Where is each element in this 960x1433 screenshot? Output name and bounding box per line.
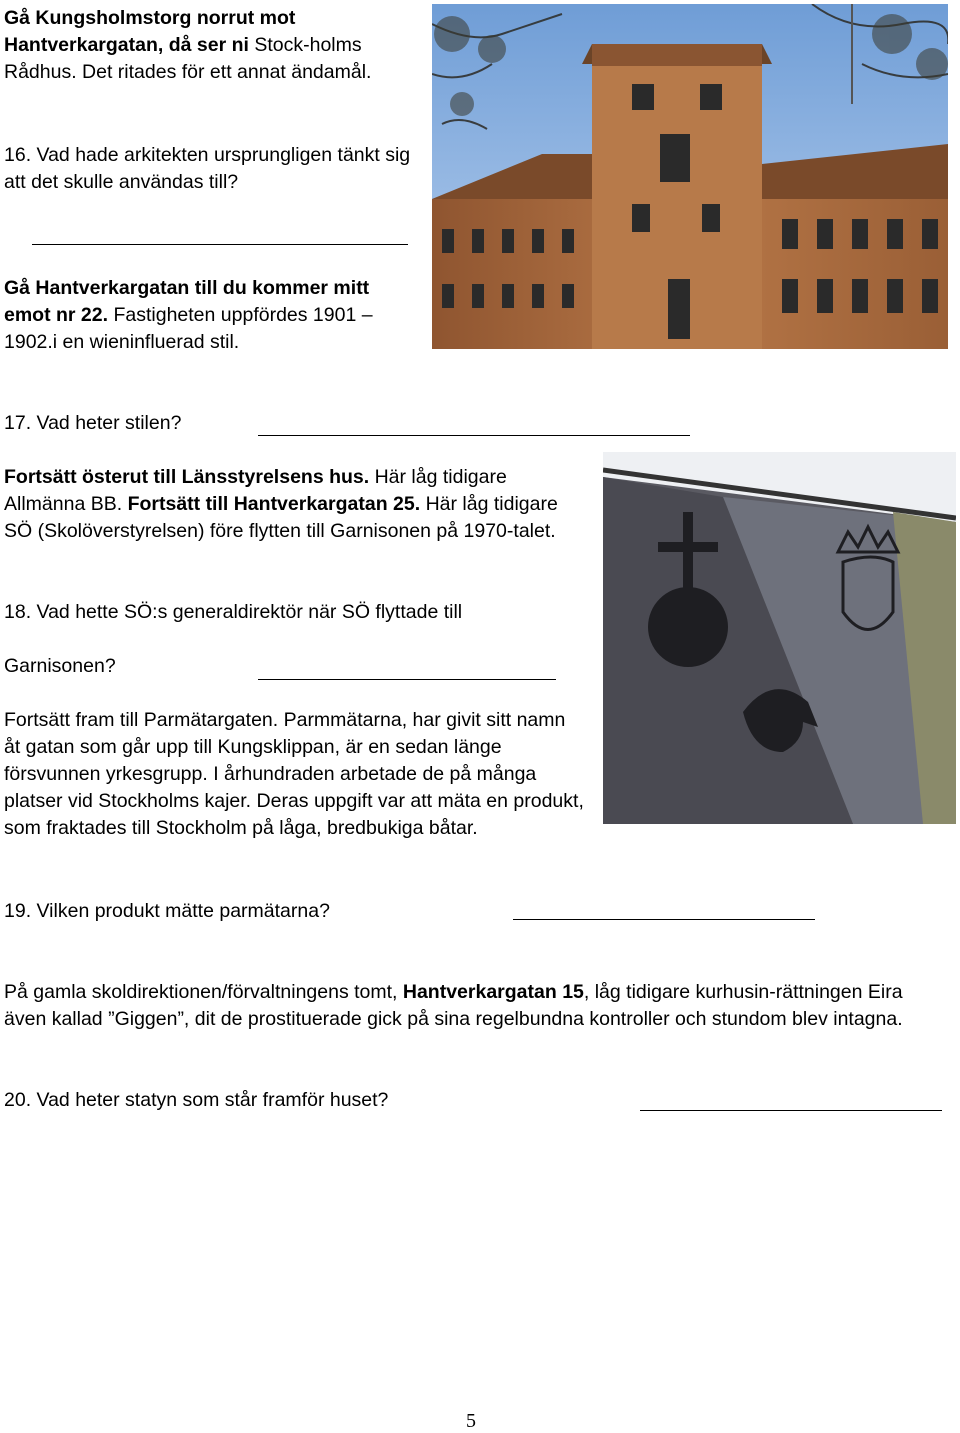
- answer-line-18[interactable]: [258, 679, 556, 680]
- answer-line-17[interactable]: [258, 435, 690, 436]
- intro-radhus-text: Stock-holms Rådhus. Det ritades för ett annat ändamål.: [4, 34, 372, 83]
- intro-radhus: [4, 5, 414, 86]
- flag-photo: [603, 452, 956, 824]
- lansstyrelsen-text-2: Här låg tidigare SÖ (Skolöverstyrelsen) före flytten till Garnisonen på 1970-talet.: [4, 493, 558, 542]
- lansstyrelsen-text-1: Här låg tidigare Allmänna BB.: [4, 466, 507, 515]
- answer-line-16[interactable]: [32, 244, 408, 245]
- intro-22-bold: Gå Hantverkargatan till du kommer mitt emot nr 22.: [4, 277, 370, 326]
- answer-line-19[interactable]: [513, 919, 815, 920]
- question-18-line-2: Garnisonen?: [4, 655, 116, 677]
- intro-lansstyrelsen: [4, 464, 584, 545]
- intro-hantverkargatan-22: [4, 275, 414, 356]
- eira-bold: Hantverkargatan 15: [402, 981, 584, 1003]
- question-19: 19. Vilken produkt mätte parmätarna?: [4, 900, 330, 922]
- question-18-line-1: 18. Vad hette SÖ:s generaldirektör när SÖ flyttade till: [4, 601, 463, 623]
- question-16: 16. Vad hade arkitekten ursprungligen tänkt sig att det skulle användas till?: [4, 144, 411, 193]
- question-20: 20. Vad heter statyn som står framför huset?: [4, 1089, 389, 1111]
- answer-line-20[interactable]: [640, 1110, 942, 1111]
- intro-radhus-bold: Gå Kungsholmstorg norrut mot Hantverkargatan, då ser ni: [4, 7, 296, 56]
- intro-22-text: Fastigheten uppfördes 1901 – 1902.i en wieninfluerad stil.: [4, 304, 373, 353]
- page-number: 5: [466, 1410, 476, 1432]
- building-photo: [432, 4, 948, 349]
- question-17: 17. Vad heter stilen?: [4, 412, 182, 434]
- lansstyrelsen-bold-1: Fortsätt österut till Länsstyrelsens hus.: [4, 466, 370, 488]
- lansstyrelsen-bold-2: Fortsätt till Hantverkargatan 25.: [127, 493, 421, 515]
- eira-text-1: På gamla skoldirektionen/förvaltningens tomt,: [4, 981, 403, 1003]
- flag-illustration: [603, 452, 956, 824]
- building-illustration: [432, 4, 948, 349]
- eira-paragraph: [4, 979, 944, 1033]
- parmatarna-paragraph: Fortsätt fram till Parmätargaten. Parmmätarna, har givit sitt namn åt gatan som går upp till Kungsklippan, är en sedan länge försvunnen yrkesgrupp. I århundraden arbetade de på många platser vid Stockholms kajer. Deras uppgift var att mäta en produkt, som fraktades till Stockholm på låga, bredbukiga båtar.: [4, 709, 584, 839]
- eira-text-2: , låg tidigare kurhusin-rättningen Eira även kallad ”Giggen”, dit de prostituerade gick på sina regelbundna kontroller och stundom blev intagna.: [4, 981, 903, 1030]
